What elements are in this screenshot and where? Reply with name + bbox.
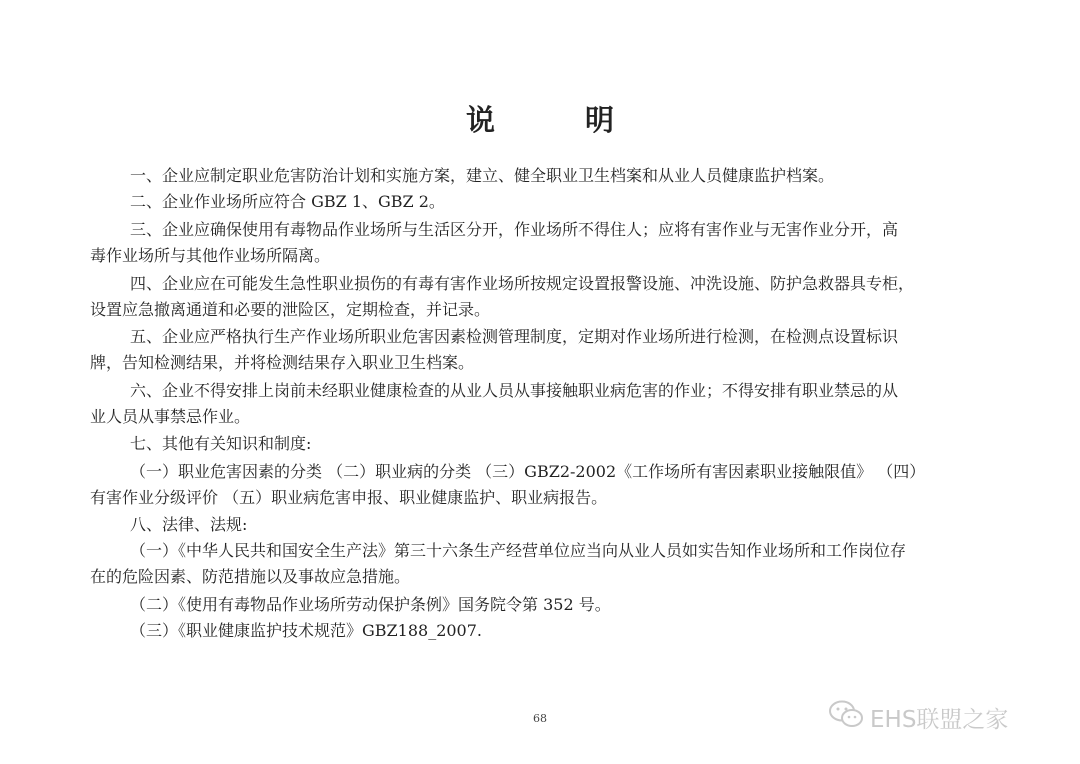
paragraph-line: （三）《职业健康监护技术规范》GBZ188_2007. [130, 621, 483, 640]
paragraph-line: （二）《使用有毒物品作业场所劳动保护条例》国务院令第 352 号。 [130, 595, 611, 614]
paragraph-line: 在的危险因素、防范措施以及事故应急措施。 [90, 567, 411, 586]
paragraph-line: 八、法律、法规: [130, 515, 248, 534]
paragraph-line: 牌，告知检测结果，并将检测结果存入职业卫生档案。 [90, 353, 475, 372]
page-number: 68 [533, 712, 547, 725]
paragraph-line: 毒作业场所与其他作业场所隔离。 [90, 246, 331, 265]
paragraph-line: 五、企业应严格执行生产作业场所职业危害因素检测管理制度，定期对作业场所进行检测，在检测点设置标识 [130, 327, 899, 346]
page-title: 说 明 [465, 103, 655, 137]
paragraph-line: 三、企业应确保使用有毒物品作业场所与生活区分开，作业场所不得住人；应将有害作业与无害作业分开，高 [130, 220, 899, 239]
watermark [828, 701, 1008, 733]
paragraph-line: 一、企业应制定职业危害防治计划和实施方案，建立、健全职业卫生档案和从业人员健康监护档案。 [130, 166, 835, 185]
paragraph-line: （一）职业危害因素的分类 （二）职业病的分类 （三）GBZ2-2002《工作场所有害因素职业接触限值》 （四） [130, 462, 926, 481]
paragraph-line: （一）《中华人民共和国安全生产法》第三十六条生产经营单位应当向从业人员如实告知作业场所和工作岗位存 [130, 541, 907, 560]
paragraph-line: 有害作业分级评价 （五）职业病危害申报、职业健康监护、职业病报告。 [90, 488, 608, 507]
paragraph-line: 业人员从事禁忌作业。 [90, 407, 251, 426]
wechat-icon [828, 699, 870, 735]
paragraph-line: 二、企业作业场所应符合 GBZ 1、GBZ 2。 [130, 192, 445, 211]
paragraph-line: 六、企业不得安排上岗前未经职业健康检查的从业人员从事接触职业病危害的作业；不得安排有职业禁忌的从 [130, 381, 899, 400]
paragraph-line: 四、企业应在可能发生急性职业损伤的有毒有害作业场所按规定设置报警设施、冲洗设施、防护急救器具专柜， [130, 274, 915, 293]
watermark-text: EHS联盟之家 [870, 706, 1009, 733]
paragraph-line: 七、其他有关知识和制度: [130, 434, 312, 453]
paragraph-line: 设置应急撤离通道和必要的泄险区，定期检查，并记录。 [90, 300, 491, 319]
